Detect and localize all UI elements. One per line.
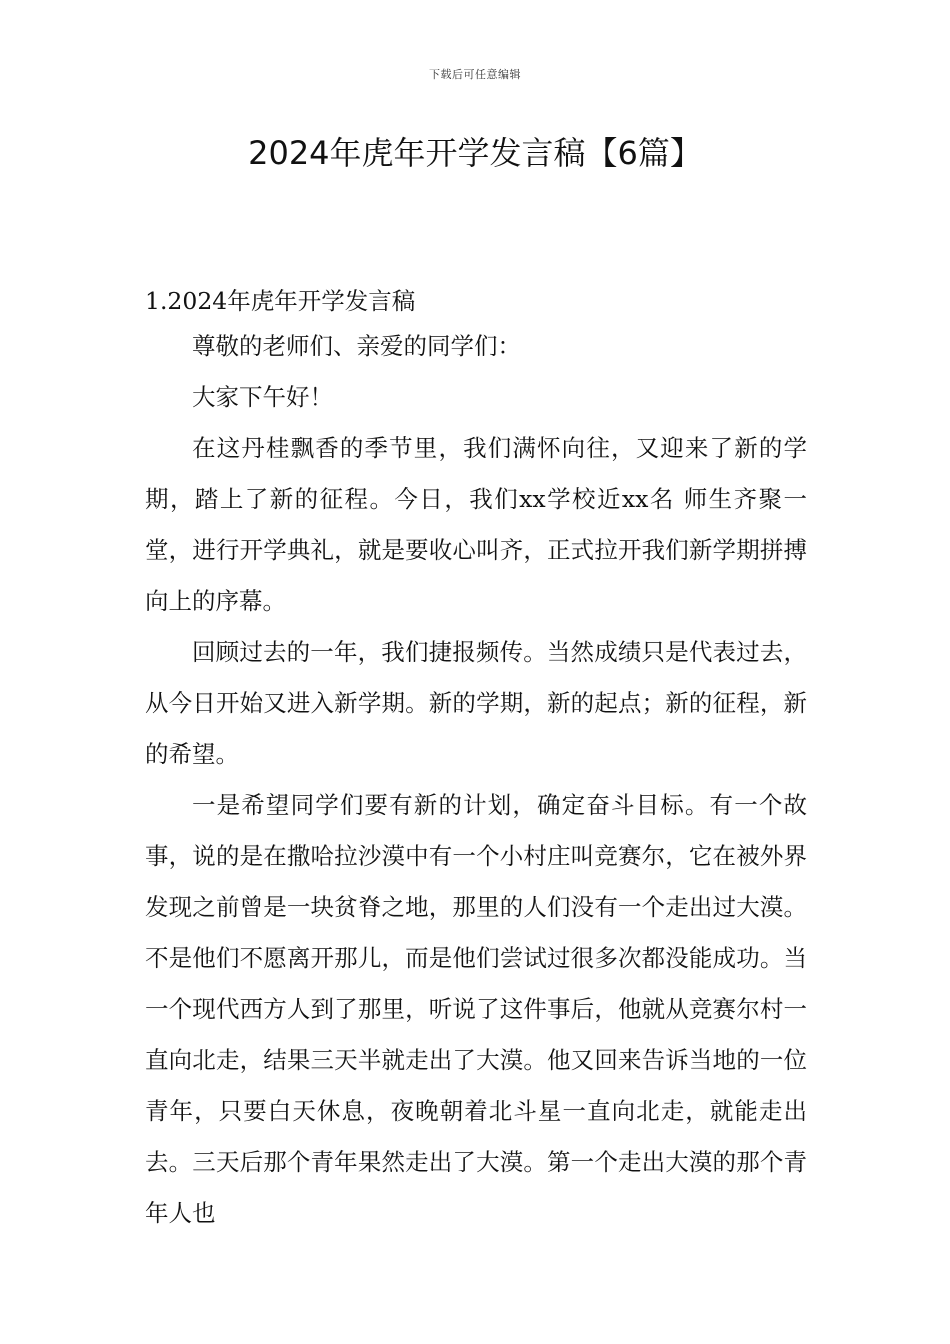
greeting-paragraph: 尊敬的老师们、亲爱的同学们： <box>192 332 521 360</box>
body-paragraph: 在这丹桂飘香的季节里，我们满怀向往，又迎来了新的学期，踏上了新的征程。今日，我们xx学校近xx名 师生齐聚一堂，进行开学典礼，就是要收心叫齐，正式拉开我们新学期拼搏向上的序幕。 <box>145 434 807 615</box>
body-paragraph: 回顾过去的一年，我们捷报频传。当然成绩只是代表过去，从今日开始又进入新学期。新的学期，新的起点；新的征程，新的希望。 <box>145 638 807 768</box>
header-note: 下载后可任意编辑 <box>429 68 521 81</box>
body-paragraph: 一是希望同学们要有新的计划，确定奋斗目标。有一个故事，说的是在撒哈拉沙漠中有一个小村庄叫竞赛尔，它在被外界发现之前曾是一块贫脊之地，那里的人们没有一个走出过大漠。不是他们不愿离开那儿，而是他们尝试过很多次都没能成功。当一个现代西方人到了那里，听说了这件事后，他就从竞赛尔村一直向北走，结果三天半就走出了大漠。他又回来告诉当地的一位青年，只要白天休息，夜晚朝着北斗星一直向北走，就能走出去。三天后那个青年果然走出了大漠。第一个走出大漠的那个青年人也 <box>145 791 807 1227</box>
section-heading: 1.2024年虎年开学发言稿 <box>145 287 416 315</box>
document-body <box>145 281 807 1239</box>
document-title: 2024年虎年开学发言稿【6篇】 <box>248 134 702 172</box>
salutation-paragraph: 大家下午好！ <box>192 383 333 411</box>
